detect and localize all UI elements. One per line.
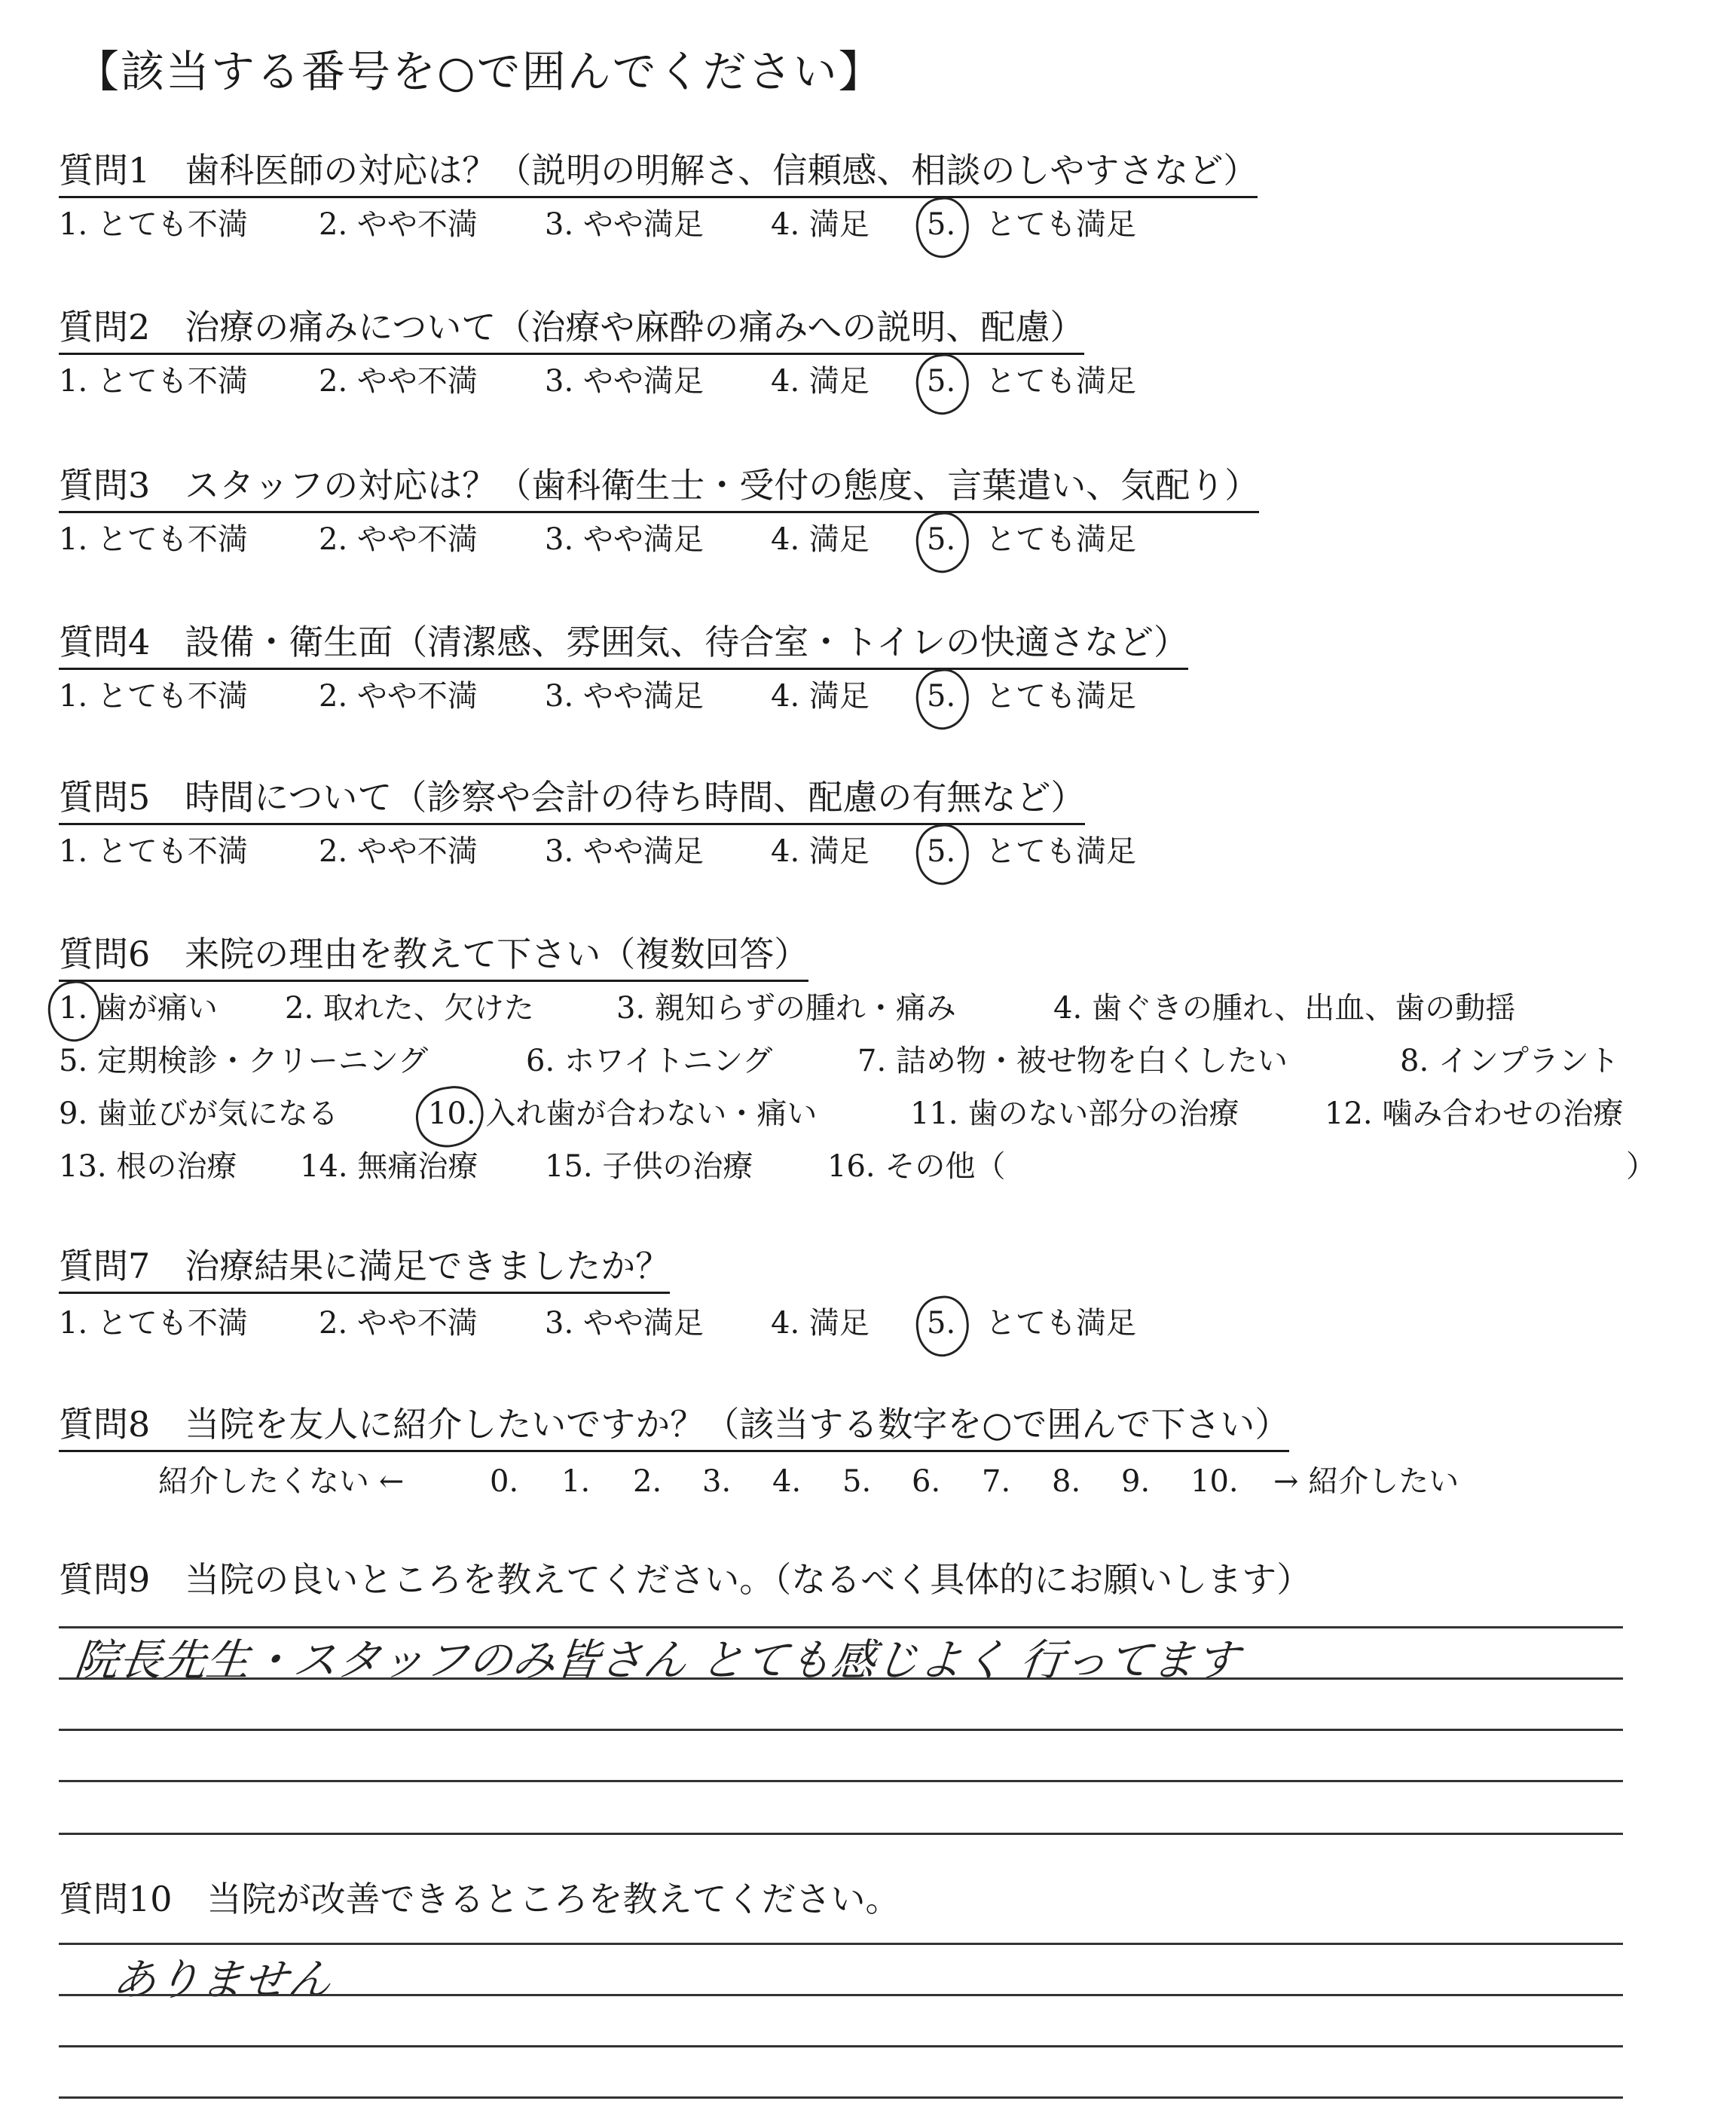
q4-option-5-label: とても満足	[986, 679, 1136, 714]
q6-option-8[interactable]: 8. インプラント	[1400, 1044, 1619, 1078]
q6-option-6[interactable]: 6. ホワイトニング	[526, 1044, 773, 1078]
q1-option-1[interactable]: 1. とても不満	[59, 207, 248, 242]
q2-option-2[interactable]: 2. やや不満	[319, 364, 478, 399]
question-4-title: 質問4 設備・衛生面（清潔感、雰囲気、待合室・トイレの快適さなど）	[59, 619, 1188, 670]
q9-handwritten-answer[interactable]: 院長先生・スタッフのみ皆さん とても感じよく 行ってます	[72, 1634, 1242, 1686]
q6-option-1-circled[interactable]: 1. 歯が痛い	[59, 989, 218, 1028]
q6-option-7[interactable]: 7. 詰め物・被せ物を白くしたい	[857, 1044, 1288, 1078]
q5-option-4[interactable]: 4. 満足	[771, 834, 870, 869]
question-2-title: 質問2 治療の痛みについて（治療や麻酔の痛みへの説明、配慮）	[59, 304, 1084, 355]
q9-answer-line-5	[59, 1833, 1623, 1835]
q8-scale-10[interactable]: 10.	[1190, 1464, 1239, 1499]
q7-option-5-label: とても満足	[986, 1306, 1136, 1341]
q7-option-1[interactable]: 1. とても不満	[59, 1306, 248, 1341]
q1-option-5-label: とても満足	[986, 207, 1136, 242]
q5-option-1[interactable]: 1. とても不満	[59, 834, 248, 869]
q1-option-3[interactable]: 3. やや満足	[545, 207, 704, 242]
q5-option-5-label: とても満足	[986, 834, 1136, 869]
q2-option-5-circled[interactable]: 5.	[927, 362, 955, 401]
q10-answer-line-3	[59, 2045, 1623, 2047]
q1-option-5-circled[interactable]: 5.	[927, 205, 955, 244]
q6-option-16-close: ）	[1626, 1149, 1656, 1184]
q3-option-5-circled[interactable]: 5.	[927, 520, 955, 559]
question-6-title: 質問6 来院の理由を教えて下さい（複数回答）	[59, 931, 808, 982]
q4-option-2[interactable]: 2. やや不満	[319, 679, 478, 714]
q8-scale-6[interactable]: 6.	[912, 1464, 941, 1499]
q10-answer-line-4	[59, 2096, 1623, 2099]
q2-option-3[interactable]: 3. やや満足	[545, 364, 704, 399]
q7-option-4[interactable]: 4. 満足	[771, 1306, 870, 1341]
q8-scale-1[interactable]: 1.	[561, 1464, 591, 1499]
q4-option-4[interactable]: 4. 満足	[771, 679, 870, 714]
question-3-title: 質問3 スタッフの対応は？（歯科衛生士・受付の態度、言葉遣い、気配り）	[59, 463, 1259, 513]
q6-option-4[interactable]: 4. 歯ぐきの腫れ、出血、歯の動揺	[1053, 991, 1516, 1026]
q1-option-4[interactable]: 4. 満足	[771, 207, 870, 242]
q5-option-2[interactable]: 2. やや不満	[319, 834, 478, 869]
question-1-title: 質問1 歯科医師の対応は？（説明の明解さ、信頼感、相談のしやすさなど）	[59, 148, 1258, 198]
q4-option-3[interactable]: 3. やや満足	[545, 679, 704, 714]
q8-scale-3[interactable]: 3.	[702, 1464, 732, 1499]
q8-scale-9[interactable]: 9.	[1121, 1464, 1151, 1499]
q3-option-3[interactable]: 3. やや満足	[545, 522, 704, 557]
q2-option-1[interactable]: 1. とても不満	[59, 364, 248, 399]
page-heading: 【該当する番号を○で囲んでください】	[75, 46, 884, 97]
question-9-title: 質問9 当院の良いところを教えてください。（なるべく具体的にお願いします）	[59, 1559, 1312, 1600]
q3-option-5-label: とても満足	[986, 522, 1136, 557]
q6-option-16[interactable]: 16. その他（	[827, 1149, 1006, 1184]
q9-answer-line-4	[59, 1780, 1623, 1782]
q5-option-3[interactable]: 3. やや満足	[545, 834, 704, 869]
q1-option-2[interactable]: 2. やや不満	[319, 207, 478, 242]
q3-option-2[interactable]: 2. やや不満	[319, 522, 478, 557]
q8-scale-0[interactable]: 0.	[490, 1464, 519, 1499]
q6-option-2[interactable]: 2. 取れた、欠けた	[285, 991, 534, 1026]
q6-option-15[interactable]: 15. 子供の治療	[545, 1149, 753, 1184]
q4-option-5-circled[interactable]: 5.	[927, 677, 955, 716]
q3-option-4[interactable]: 4. 満足	[771, 522, 870, 557]
q8-scale-8[interactable]: 8.	[1052, 1464, 1081, 1499]
q10-answer-line-2	[59, 1994, 1623, 1996]
q2-option-5-label: とても満足	[986, 364, 1136, 399]
question-7-title: 質問7 治療結果に満足できましたか？	[59, 1243, 670, 1294]
question-5-title: 質問5 時間について（診察や会計の待ち時間、配慮の有無など）	[59, 775, 1085, 825]
q7-option-3[interactable]: 3. やや満足	[545, 1306, 704, 1341]
q6-option-3[interactable]: 3. 親知らずの腫れ・痛み	[616, 991, 956, 1026]
q7-option-5-circled[interactable]: 5.	[927, 1304, 955, 1343]
q8-scale-5[interactable]: 5.	[842, 1464, 872, 1499]
q6-option-14[interactable]: 14. 無痛治療	[300, 1149, 478, 1184]
q6-option-5[interactable]: 5. 定期検診・クリーニング	[59, 1044, 429, 1078]
q8-scale-2[interactable]: 2.	[633, 1464, 662, 1499]
q6-option-9[interactable]: 9. 歯並びが気になる	[59, 1096, 338, 1131]
q2-option-4[interactable]: 4. 満足	[771, 364, 870, 399]
q8-scale-4[interactable]: 4.	[772, 1464, 802, 1499]
q8-right-label: → 紹介したい	[1273, 1464, 1459, 1499]
q8-left-label: 紹介したくない ←	[158, 1464, 405, 1499]
q9-answer-line-1	[59, 1626, 1623, 1628]
q7-option-2[interactable]: 2. やや不満	[319, 1306, 478, 1341]
question-8-title: 質問8 当院を友人に紹介したいですか？（該当する数字を○で囲んで下さい）	[59, 1402, 1289, 1452]
q5-option-5-circled[interactable]: 5.	[927, 832, 955, 871]
q6-option-13[interactable]: 13. 根の治療	[59, 1149, 237, 1184]
q8-scale-7[interactable]: 7.	[982, 1464, 1011, 1499]
q3-option-1[interactable]: 1. とても不満	[59, 522, 248, 557]
q6-option-10-circled[interactable]: 10. 入れ歯が合わない・痛い	[428, 1094, 817, 1133]
q6-option-11[interactable]: 11. 歯のない部分の治療	[910, 1096, 1239, 1131]
q9-answer-line-2	[59, 1677, 1623, 1680]
q10-answer-line-1	[59, 1943, 1623, 1945]
question-10-title: 質問10 当院が改善できるところを教えてください。	[59, 1879, 900, 1919]
q6-option-12[interactable]: 12. 噛み合わせの治療	[1325, 1096, 1624, 1131]
q4-option-1[interactable]: 1. とても不満	[59, 679, 248, 714]
q9-answer-line-3	[59, 1729, 1623, 1731]
q10-handwritten-answer[interactable]: ありません	[109, 1954, 335, 2005]
